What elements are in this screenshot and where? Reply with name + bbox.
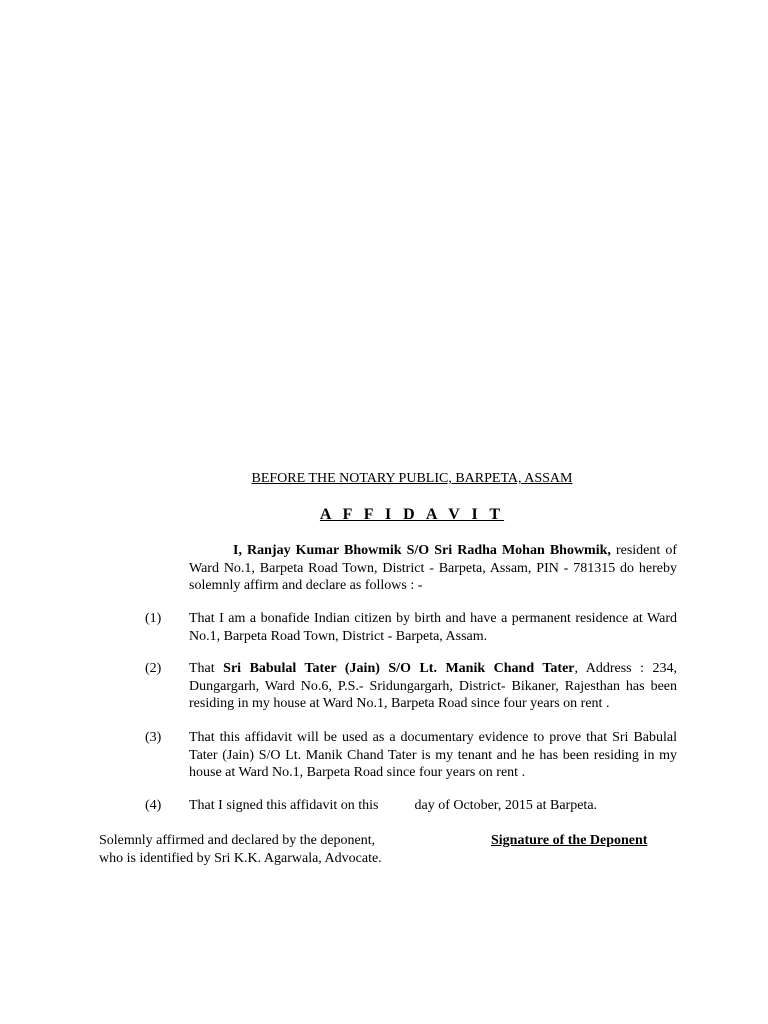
paragraph-4-text-after: day of October, 2015 at Barpeta. [414, 798, 598, 813]
paragraph-number-1: (1) [145, 611, 162, 626]
paragraph-4 [189, 797, 677, 815]
paragraph-4-text-before: That I signed this affidavit on this [189, 798, 379, 813]
paragraph-2-text: , Address : 234, Dungargarh, Ward No.6, P.S.- Sridungargarh, District- Bikaner, Rajesthan has been residing in my house at Ward No.1, Barpeta Road since four years on rent . [189, 661, 678, 711]
affirmation-line-1: Solemnly affirmed and declared by the deponent, [99, 833, 376, 848]
notary-heading: BEFORE THE NOTARY PUBLIC, BARPETA, ASSAM [251, 471, 573, 486]
signature-label: Signature of the Deponent [491, 833, 648, 848]
intro-paragraph [189, 542, 677, 595]
paragraph-number-3: (3) [145, 730, 162, 745]
paragraph-2-lead: That [189, 661, 215, 676]
intro-text: resident of Ward No.1, Barpeta Road Town, District - Barpeta, Assam, PIN - 781315 do hereby solemnly affirm and declare as follows : - [189, 543, 678, 593]
paragraph-number-2: (2) [145, 661, 162, 676]
paragraph-number-4: (4) [145, 798, 162, 813]
paragraph-3 [189, 729, 677, 782]
affirmation-line-2: who is identified by Sri K.K. Agarwala, Advocate. [99, 850, 382, 866]
paragraph-1-text: That I am a bonafide Indian citizen by birth and have a permanent residence at Ward No.1, Barpeta Road Town, District - Barpeta, Assam. [189, 611, 677, 644]
affidavit-title: A F F I D A V I T [319, 506, 505, 523]
paragraph-1 [189, 610, 677, 645]
tenant-name: Sri Babulal Tater (Jain) S/O Lt. Manik Chand Tater [223, 661, 575, 676]
deponent-name: I, Ranjay Kumar Bhowmik S/O Sri Radha Mohan Bhowmik, [233, 543, 611, 558]
affirmation-block [99, 832, 382, 867]
paragraph-3-text: That this affidavit will be used as a documentary evidence to prove that Sri Babulal Tater (Jain) S/O Lt. Manik Chand Tater is my tenant and he has been residing in my house at Ward No.1, Barpeta Road since four years on rent . [189, 730, 677, 780]
paragraph-2 [189, 660, 677, 713]
